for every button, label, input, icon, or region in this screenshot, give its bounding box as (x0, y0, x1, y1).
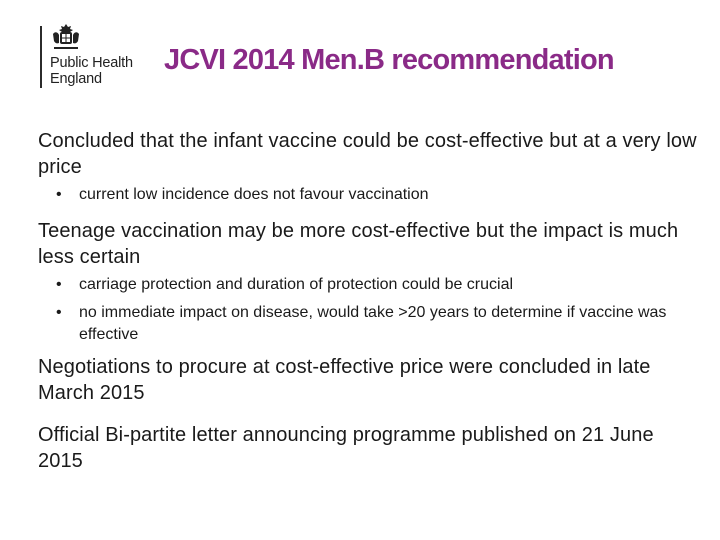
bullet-list (38, 274, 698, 346)
bullet-item (38, 184, 698, 206)
slide-title: JCVI 2014 Men.B recommendation (164, 44, 614, 76)
org-name-line: England (50, 71, 102, 87)
paragraph: Teenage vaccination may be more cost-effective but the impact is much less certain (38, 220, 679, 268)
org-name-line: Public Health (50, 55, 133, 71)
phe-logo (40, 20, 150, 92)
bullet-item (38, 274, 698, 296)
paragraph: Official Bi-partite letter announcing programme published on 21 June 2015 (38, 424, 654, 472)
logo-divider (40, 26, 42, 88)
slide-body (38, 128, 698, 474)
bullet-text: no immediate impact on disease, would take >20 years to determine if vaccine was effective (79, 304, 667, 343)
paragraph: Concluded that the infant vaccine could be cost-effective but at a very low price (38, 130, 697, 178)
paragraph: Negotiations to procure at cost-effective price were concluded in late March 2015 (38, 356, 651, 404)
bullet-text: carriage protection and duration of protection could be crucial (79, 276, 514, 293)
bullet-list (38, 184, 698, 206)
royal-crest-icon (50, 22, 82, 52)
org-name (50, 55, 133, 87)
bullet-icon: • (56, 276, 62, 293)
bullet-text: current low incidence does not favour vaccination (79, 186, 429, 203)
bullet-item (38, 302, 698, 346)
bullet-icon: • (56, 304, 62, 321)
bullet-icon: • (56, 186, 62, 203)
